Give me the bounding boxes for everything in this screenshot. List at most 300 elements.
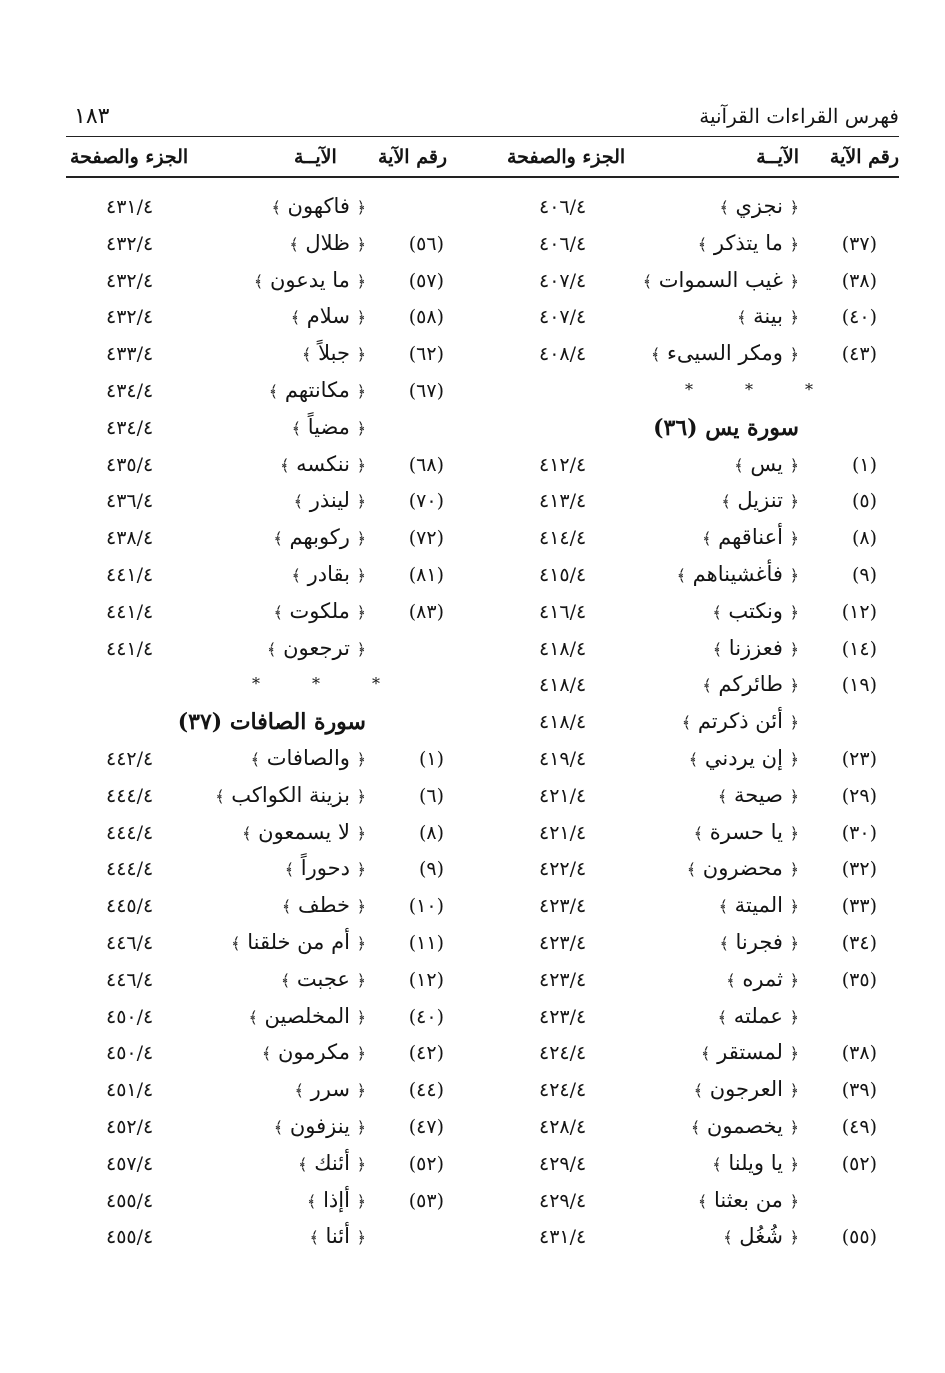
verse-word: لينذر: [309, 488, 350, 513]
verse-number: (٦٨): [408, 453, 444, 476]
index-row: [66, 486, 466, 523]
verse-number: (٩): [418, 858, 444, 881]
ornate-bracket-open: ﴿: [356, 860, 366, 880]
verse-word: أإذا: [323, 1187, 350, 1212]
ornate-bracket-close: ﴾: [268, 381, 279, 401]
verse-number: (٨١): [408, 563, 444, 586]
verse-text-cell: [289, 231, 366, 255]
index-row: [66, 450, 466, 487]
index-row: [66, 744, 466, 781]
index-row: [66, 1112, 466, 1149]
verse-text-cell: [713, 636, 799, 660]
verse-word: طائركم: [718, 672, 783, 697]
index-row: [499, 634, 899, 671]
ornate-bracket-open: ﴿: [356, 823, 366, 843]
volume-page: ٤٢٣/٤: [539, 931, 587, 954]
index-row: [66, 634, 466, 671]
volume-page: ٤٣١/٤: [106, 196, 154, 218]
verse-number: (٤٤): [408, 1079, 444, 1102]
ornate-bracket-open: ﴿: [789, 1117, 799, 1137]
ornate-bracket-close: ﴾: [719, 198, 729, 217]
index-row: [499, 450, 899, 487]
verse-text-cell: [273, 599, 366, 623]
index-row: [499, 229, 899, 266]
verse-word: لا يسمعون: [258, 819, 350, 844]
ornate-bracket-close: ﴾: [702, 529, 712, 549]
left-column: [66, 192, 466, 1259]
verse-text-cell: [682, 709, 799, 733]
verse-word: عملته: [733, 1003, 783, 1028]
asterisk: *: [372, 674, 380, 694]
asterisk: *: [252, 674, 260, 694]
ornate-bracket-close: ﴾: [650, 345, 661, 365]
right-column: [499, 192, 899, 1259]
verse-text-cell: [702, 525, 799, 549]
ornate-bracket-open: ﴿: [356, 271, 366, 291]
verse-text-cell: [298, 1151, 366, 1175]
ornate-bracket-open: ﴿: [356, 1117, 366, 1137]
index-row: [499, 707, 899, 744]
index-row: [66, 597, 466, 634]
left-col-head-verse: الآيــة: [294, 146, 337, 168]
verse-number: (٥): [851, 490, 877, 513]
ornate-bracket-close: ﴾: [290, 308, 301, 328]
volume-page: ٤١٤/٤: [539, 527, 587, 550]
ornate-bracket-close: ﴾: [302, 345, 312, 365]
ornate-bracket-open: ﴿: [356, 749, 366, 769]
ornate-bracket-close: ﴾: [281, 897, 292, 917]
verse-text-cell: [254, 268, 366, 292]
verse-word: أئنك: [314, 1150, 350, 1175]
verse-text-cell: [267, 636, 366, 660]
verse-number: (٩): [851, 563, 877, 586]
verse-word: ونكتب: [728, 598, 783, 623]
ornate-bracket-open: ﴿: [356, 1081, 366, 1101]
index-row: [499, 1002, 899, 1039]
verse-word: بينة: [753, 304, 783, 329]
verse-word: ثمره: [742, 966, 783, 991]
verse-text-cell: [702, 672, 799, 696]
verse-word: فعززنا: [728, 635, 783, 660]
index-row: [499, 266, 899, 303]
verse-text-cell: [701, 1040, 799, 1064]
verse-number: (٥٥): [841, 1226, 877, 1249]
volume-page: ٤٤٤/٤: [106, 784, 154, 807]
verse-text-cell: [687, 856, 799, 880]
ornate-bracket-open: ﴿: [789, 308, 799, 328]
verse-number: (٥٦): [408, 232, 444, 255]
verse-text-cell: [262, 1040, 366, 1064]
verse-word: ما يدعون: [269, 267, 350, 292]
volume-page: ٤٣٤/٤: [106, 379, 154, 402]
index-row: [66, 1075, 466, 1112]
volume-page: ٤١٨/٤: [539, 711, 587, 734]
index-row: [66, 965, 466, 1002]
verse-number: (٥٢): [408, 1152, 444, 1175]
verse-number: (٣٠): [841, 821, 877, 844]
ornate-bracket-close: ﴾: [690, 1117, 701, 1137]
index-row: [66, 413, 466, 450]
verse-text-cell: [643, 268, 799, 292]
verse-text-cell: [719, 930, 799, 954]
verse-word: عجبت: [296, 966, 350, 991]
verse-number: (١٩): [841, 674, 877, 697]
verse-number: (٣٤): [841, 931, 877, 954]
volume-page: ٤٣٥/٤: [106, 453, 154, 476]
surah-title-row: [66, 707, 466, 744]
index-row: [499, 1075, 899, 1112]
volume-page: ٤٠٦/٤: [539, 196, 587, 218]
verse-number: (١٢): [841, 600, 877, 623]
ornate-bracket-open: ﴿: [789, 676, 799, 696]
verse-number: (٣٩): [841, 1079, 877, 1102]
verse-number: (٥٢): [841, 1152, 877, 1175]
volume-page: ٤٥٥/٤: [106, 1226, 154, 1249]
ornate-bracket-open: ﴿: [356, 565, 366, 585]
volume-page: ٤٠٨/٤: [539, 343, 587, 366]
ornate-bracket-open: ﴿: [789, 1228, 799, 1248]
verse-text-cell: [712, 599, 799, 623]
ornate-bracket-close: ﴾: [712, 602, 722, 622]
index-row: [499, 891, 899, 928]
right-col-head-verse: الآيــة: [756, 146, 799, 168]
verse-number: (٨): [851, 527, 877, 550]
index-row: [499, 670, 899, 707]
verse-text-cell: [271, 194, 366, 218]
verse-number: (٤٠): [841, 306, 877, 329]
verse-text-cell: [231, 930, 366, 954]
volume-page: ٤٤١/٤: [106, 563, 154, 586]
volume-page: ٤٤٦/٤: [106, 931, 154, 954]
verse-word: يخصمون: [706, 1113, 783, 1138]
index-row: [66, 891, 466, 928]
volume-page: ٤١٨/٤: [539, 674, 587, 697]
volume-page: ٤٢٣/٤: [539, 968, 587, 991]
verse-text-cell: [694, 820, 799, 844]
verse-word: والصافات: [266, 745, 350, 770]
ornate-bracket-close: ﴾: [702, 676, 712, 696]
volume-page: ٤٥٠/٤: [106, 1042, 154, 1065]
verse-text-cell: [712, 1151, 799, 1175]
index-row: [499, 818, 899, 855]
ornate-bracket-open: ﴿: [356, 602, 366, 622]
index-row: [66, 1002, 466, 1039]
volume-page: ٤٢٤/٤: [539, 1042, 587, 1065]
ornate-bracket-close: ﴾: [686, 860, 697, 880]
verse-text-cell: [242, 820, 366, 844]
volume-page: ٤٢٤/٤: [539, 1079, 587, 1102]
left-col-head-vol-page: الجزء والصفحة: [70, 146, 189, 168]
ornate-bracket-open: ﴿: [356, 1007, 366, 1027]
verse-text-cell: [718, 783, 799, 807]
ornate-bracket-open: ﴿: [789, 345, 799, 365]
right-col-head-vol-page: الجزء والصفحة: [507, 146, 626, 168]
ornate-bracket-close: ﴾: [267, 639, 277, 659]
ornate-bracket-open: ﴿: [356, 234, 366, 254]
ornate-bracket-open: ﴿: [789, 1044, 799, 1064]
verse-number: (٥٣): [408, 1189, 444, 1212]
verse-word: ينزفون: [289, 1113, 350, 1138]
verse-number: (١٠): [408, 895, 444, 918]
volume-page: ٤٤٥/٤: [106, 895, 154, 918]
verse-word: دحوراً: [300, 856, 350, 881]
verse-number: (٤٠): [408, 1005, 444, 1028]
ornate-bracket-close: ﴾: [737, 308, 747, 328]
index-row: [499, 1112, 899, 1149]
ornate-bracket-close: ﴾: [291, 565, 301, 585]
volume-page: ٤٤٢/٤: [106, 747, 154, 770]
index-row: [499, 192, 899, 229]
ornate-bracket-close: ﴾: [289, 234, 299, 254]
right-col-head-verse-no: رقم الآية: [829, 146, 899, 168]
volume-page: ٤٤١/٤: [106, 637, 154, 660]
ornate-bracket-close: ﴾: [242, 823, 252, 843]
separator-row: [66, 670, 466, 707]
volume-page: ٤١٩/٤: [539, 747, 587, 770]
index-row: [66, 229, 466, 266]
verse-number: (٢٩): [841, 784, 877, 807]
ornate-bracket-open: ﴿: [356, 897, 366, 917]
volume-page: ٤٢٢/٤: [539, 858, 587, 881]
verse-text-cell: [292, 562, 366, 586]
verse-number: (٤٩): [841, 1115, 877, 1138]
verse-number: (١): [418, 747, 444, 770]
index-row: [499, 1186, 899, 1223]
separator-row: [499, 376, 899, 413]
volume-page: ٤٥٧/٤: [106, 1152, 154, 1175]
volume-page: ٤٢١/٤: [539, 821, 587, 844]
table-header-rule: [66, 176, 899, 178]
asterisk: *: [805, 379, 813, 399]
index-row: [499, 781, 899, 818]
verse-word: مكرمون: [277, 1040, 350, 1065]
verse-word: ركوبهم: [289, 525, 350, 550]
ornate-bracket-close: ﴾: [734, 455, 744, 475]
verse-text-cell: [282, 893, 366, 917]
verse-word: أعناقهم: [718, 525, 783, 550]
volume-page: ٤٤٦/٤: [106, 968, 154, 991]
verse-number: (٦٢): [408, 343, 444, 366]
verse-number: (٣٧): [841, 232, 877, 255]
surah-title: سورة الصافات (٣٧): [177, 709, 366, 736]
ornate-bracket-close: ﴾: [642, 271, 653, 291]
volume-page: ٤٣٦/٤: [106, 490, 154, 513]
volume-page: ٤١٣/٤: [539, 490, 587, 513]
ornate-bracket-close: ﴾: [693, 1081, 704, 1101]
ornate-bracket-close: ﴾: [712, 1154, 722, 1174]
ornate-bracket-close: ﴾: [718, 897, 728, 917]
verse-word: فأغشيناهم: [692, 561, 783, 586]
ornate-bracket-open: ﴿: [789, 271, 799, 291]
volume-page: ٤٣٨/٤: [106, 527, 154, 550]
volume-page: ٤٢١/٤: [539, 784, 587, 807]
verse-number: (٣٨): [841, 269, 877, 292]
verse-word: سلام: [306, 304, 350, 329]
verse-text-cell: [294, 488, 366, 512]
verse-word: أئنا: [325, 1224, 350, 1249]
verse-text-cell: [302, 341, 366, 365]
volume-page: ٤١٦/٤: [539, 600, 587, 623]
volume-page: ٤٠٧/٤: [539, 306, 587, 329]
index-row: [66, 1186, 466, 1223]
running-title: فهرس القراءات القرآنية: [699, 104, 899, 128]
index-row: [66, 928, 466, 965]
volume-page: ٤٣٢/٤: [106, 269, 154, 292]
ornate-bracket-close: ﴾: [688, 749, 699, 769]
verse-number: (٤٧): [408, 1115, 444, 1138]
verse-text-cell: [698, 231, 799, 255]
asterisk: *: [685, 379, 693, 399]
verse-number: (٣٥): [841, 968, 877, 991]
volume-page: ٤٤١/٤: [106, 600, 154, 623]
volume-page: ٤٣٤/٤: [106, 416, 154, 439]
ornate-bracket-close: ﴾: [280, 970, 291, 990]
ornate-bracket-open: ﴿: [789, 565, 799, 585]
verse-word: خطف: [297, 893, 350, 918]
verse-text-cell: [281, 967, 366, 991]
ornate-bracket-close: ﴾: [294, 1081, 304, 1101]
verse-word: الميتة: [734, 893, 783, 918]
volume-page: ٤٥٥/٤: [106, 1189, 154, 1212]
volume-page: ٤٤٤/٤: [106, 821, 154, 844]
index-row: [499, 597, 899, 634]
verse-word: ننكسه: [296, 451, 350, 476]
verse-word: شُغُل: [739, 1224, 783, 1249]
verse-number: (٦): [418, 784, 444, 807]
index-row: [66, 1038, 466, 1075]
verse-number: (٣٢): [841, 858, 877, 881]
index-row: [66, 1149, 466, 1186]
verse-number: (٨): [418, 821, 444, 844]
volume-page: ٤٢٣/٤: [539, 895, 587, 918]
verse-word: ظلال: [305, 230, 350, 255]
verse-text-cell: [295, 1077, 366, 1101]
verse-text-cell: [719, 893, 799, 917]
verse-text-cell: [274, 1114, 366, 1138]
ornate-bracket-open: ﴿: [356, 345, 366, 365]
ornate-bracket-close: ﴾: [273, 602, 283, 622]
asterisk-separator: [659, 380, 839, 399]
ornate-bracket-open: ﴿: [356, 933, 366, 953]
index-row: [66, 818, 466, 855]
ornate-bracket-open: ﴿: [789, 455, 799, 475]
ornate-bracket-close: ﴾: [271, 198, 281, 217]
index-row: [499, 854, 899, 891]
verse-number: (٥٨): [408, 306, 444, 329]
volume-page: ٤٣١/٤: [539, 1226, 587, 1249]
ornate-bracket-open: ﴿: [789, 1191, 799, 1211]
ornate-bracket-open: ﴿: [789, 198, 799, 217]
verse-number: (٢٣): [841, 747, 877, 770]
index-row: [66, 266, 466, 303]
verse-text-cell: [309, 1224, 366, 1248]
verse-text-cell: [691, 1114, 799, 1138]
verse-word: سرر: [310, 1077, 350, 1102]
verse-word: بزينة الكواكب: [231, 782, 350, 807]
verse-text-cell: [689, 746, 799, 770]
verse-text-cell: [215, 783, 366, 807]
ornate-bracket-close: ﴾: [253, 271, 264, 291]
ornate-bracket-close: ﴾: [248, 1007, 258, 1027]
asterisk: *: [745, 379, 753, 399]
verse-text-cell: [291, 304, 366, 328]
volume-page: ٤٢٣/٤: [539, 1005, 587, 1028]
ornate-bracket-open: ﴿: [789, 823, 799, 843]
verse-word: فاكهون: [287, 194, 350, 218]
verse-number: (١٢): [408, 968, 444, 991]
surah-title: سورة يس (٣٦): [653, 414, 799, 441]
verse-word: محضرون: [702, 856, 783, 881]
ornate-bracket-close: ﴾: [697, 234, 708, 254]
ornate-bracket-open: ﴿: [356, 418, 366, 438]
verse-word: صيحة: [733, 782, 783, 807]
verse-word: مضياً: [307, 414, 350, 439]
volume-page: ٤٢٩/٤: [539, 1189, 587, 1212]
ornate-bracket-close: ﴾: [309, 1228, 319, 1248]
index-row: [499, 560, 899, 597]
ornate-bracket-close: ﴾: [693, 823, 704, 843]
verse-word: أم من خلقنا: [247, 929, 350, 954]
verse-word: ما يتذكر: [713, 230, 783, 255]
index-row: [499, 1222, 899, 1259]
index-row: [499, 486, 899, 523]
ornate-bracket-close: ﴾: [723, 1228, 733, 1248]
index-row: [66, 376, 466, 413]
volume-page: ٤٢٩/٤: [539, 1152, 587, 1175]
index-row: [499, 1149, 899, 1186]
verse-number: (١٤): [841, 637, 877, 660]
ornate-bracket-open: ﴿: [789, 1081, 799, 1101]
volume-page: ٤٣٢/٤: [106, 232, 154, 255]
verse-text-cell: [292, 415, 366, 439]
ornate-bracket-open: ﴿: [356, 639, 366, 659]
volume-page: ٤١٥/٤: [539, 563, 587, 586]
ornate-bracket-close: ﴾: [717, 1007, 728, 1027]
page-number: ١٨٣: [74, 104, 110, 129]
verse-word: تنزيل: [737, 488, 783, 513]
verse-text-cell: [734, 452, 799, 476]
ornate-bracket-close: ﴾: [681, 713, 692, 733]
index-row: [66, 339, 466, 376]
verse-number: (٣٣): [841, 895, 877, 918]
verse-text-cell: [248, 1004, 366, 1028]
ornate-bracket-close: ﴾: [250, 749, 261, 769]
ornate-bracket-close: ﴾: [273, 1117, 284, 1137]
verse-text-cell: [721, 488, 799, 512]
ornate-bracket-close: ﴾: [293, 492, 303, 512]
verse-text-cell: [273, 525, 366, 549]
verse-text-cell: [726, 967, 799, 991]
volume-page: ٤٣٢/٤: [106, 306, 154, 329]
ornate-bracket-open: ﴿: [789, 1154, 799, 1174]
ornate-bracket-close: ﴾: [721, 492, 731, 512]
ornate-bracket-open: ﴿: [356, 1191, 366, 1211]
verse-word: أئن ذكرتم: [697, 709, 783, 734]
ornate-bracket-open: ﴿: [356, 786, 366, 806]
header-rule: [66, 136, 899, 137]
ornate-bracket-open: ﴿: [789, 860, 799, 880]
volume-page: ٤٢٨/٤: [539, 1115, 587, 1138]
volume-page: ٤٥١/٤: [106, 1079, 154, 1102]
index-row: [66, 560, 466, 597]
ornate-bracket-close: ﴾: [719, 933, 729, 953]
index-row: [66, 1222, 466, 1259]
verse-number: (١١): [408, 931, 444, 954]
verse-text-cell: [251, 746, 366, 770]
verse-number: (٧٠): [408, 490, 444, 513]
ornate-bracket-close: ﴾: [676, 565, 686, 585]
verse-text-cell: [677, 562, 799, 586]
